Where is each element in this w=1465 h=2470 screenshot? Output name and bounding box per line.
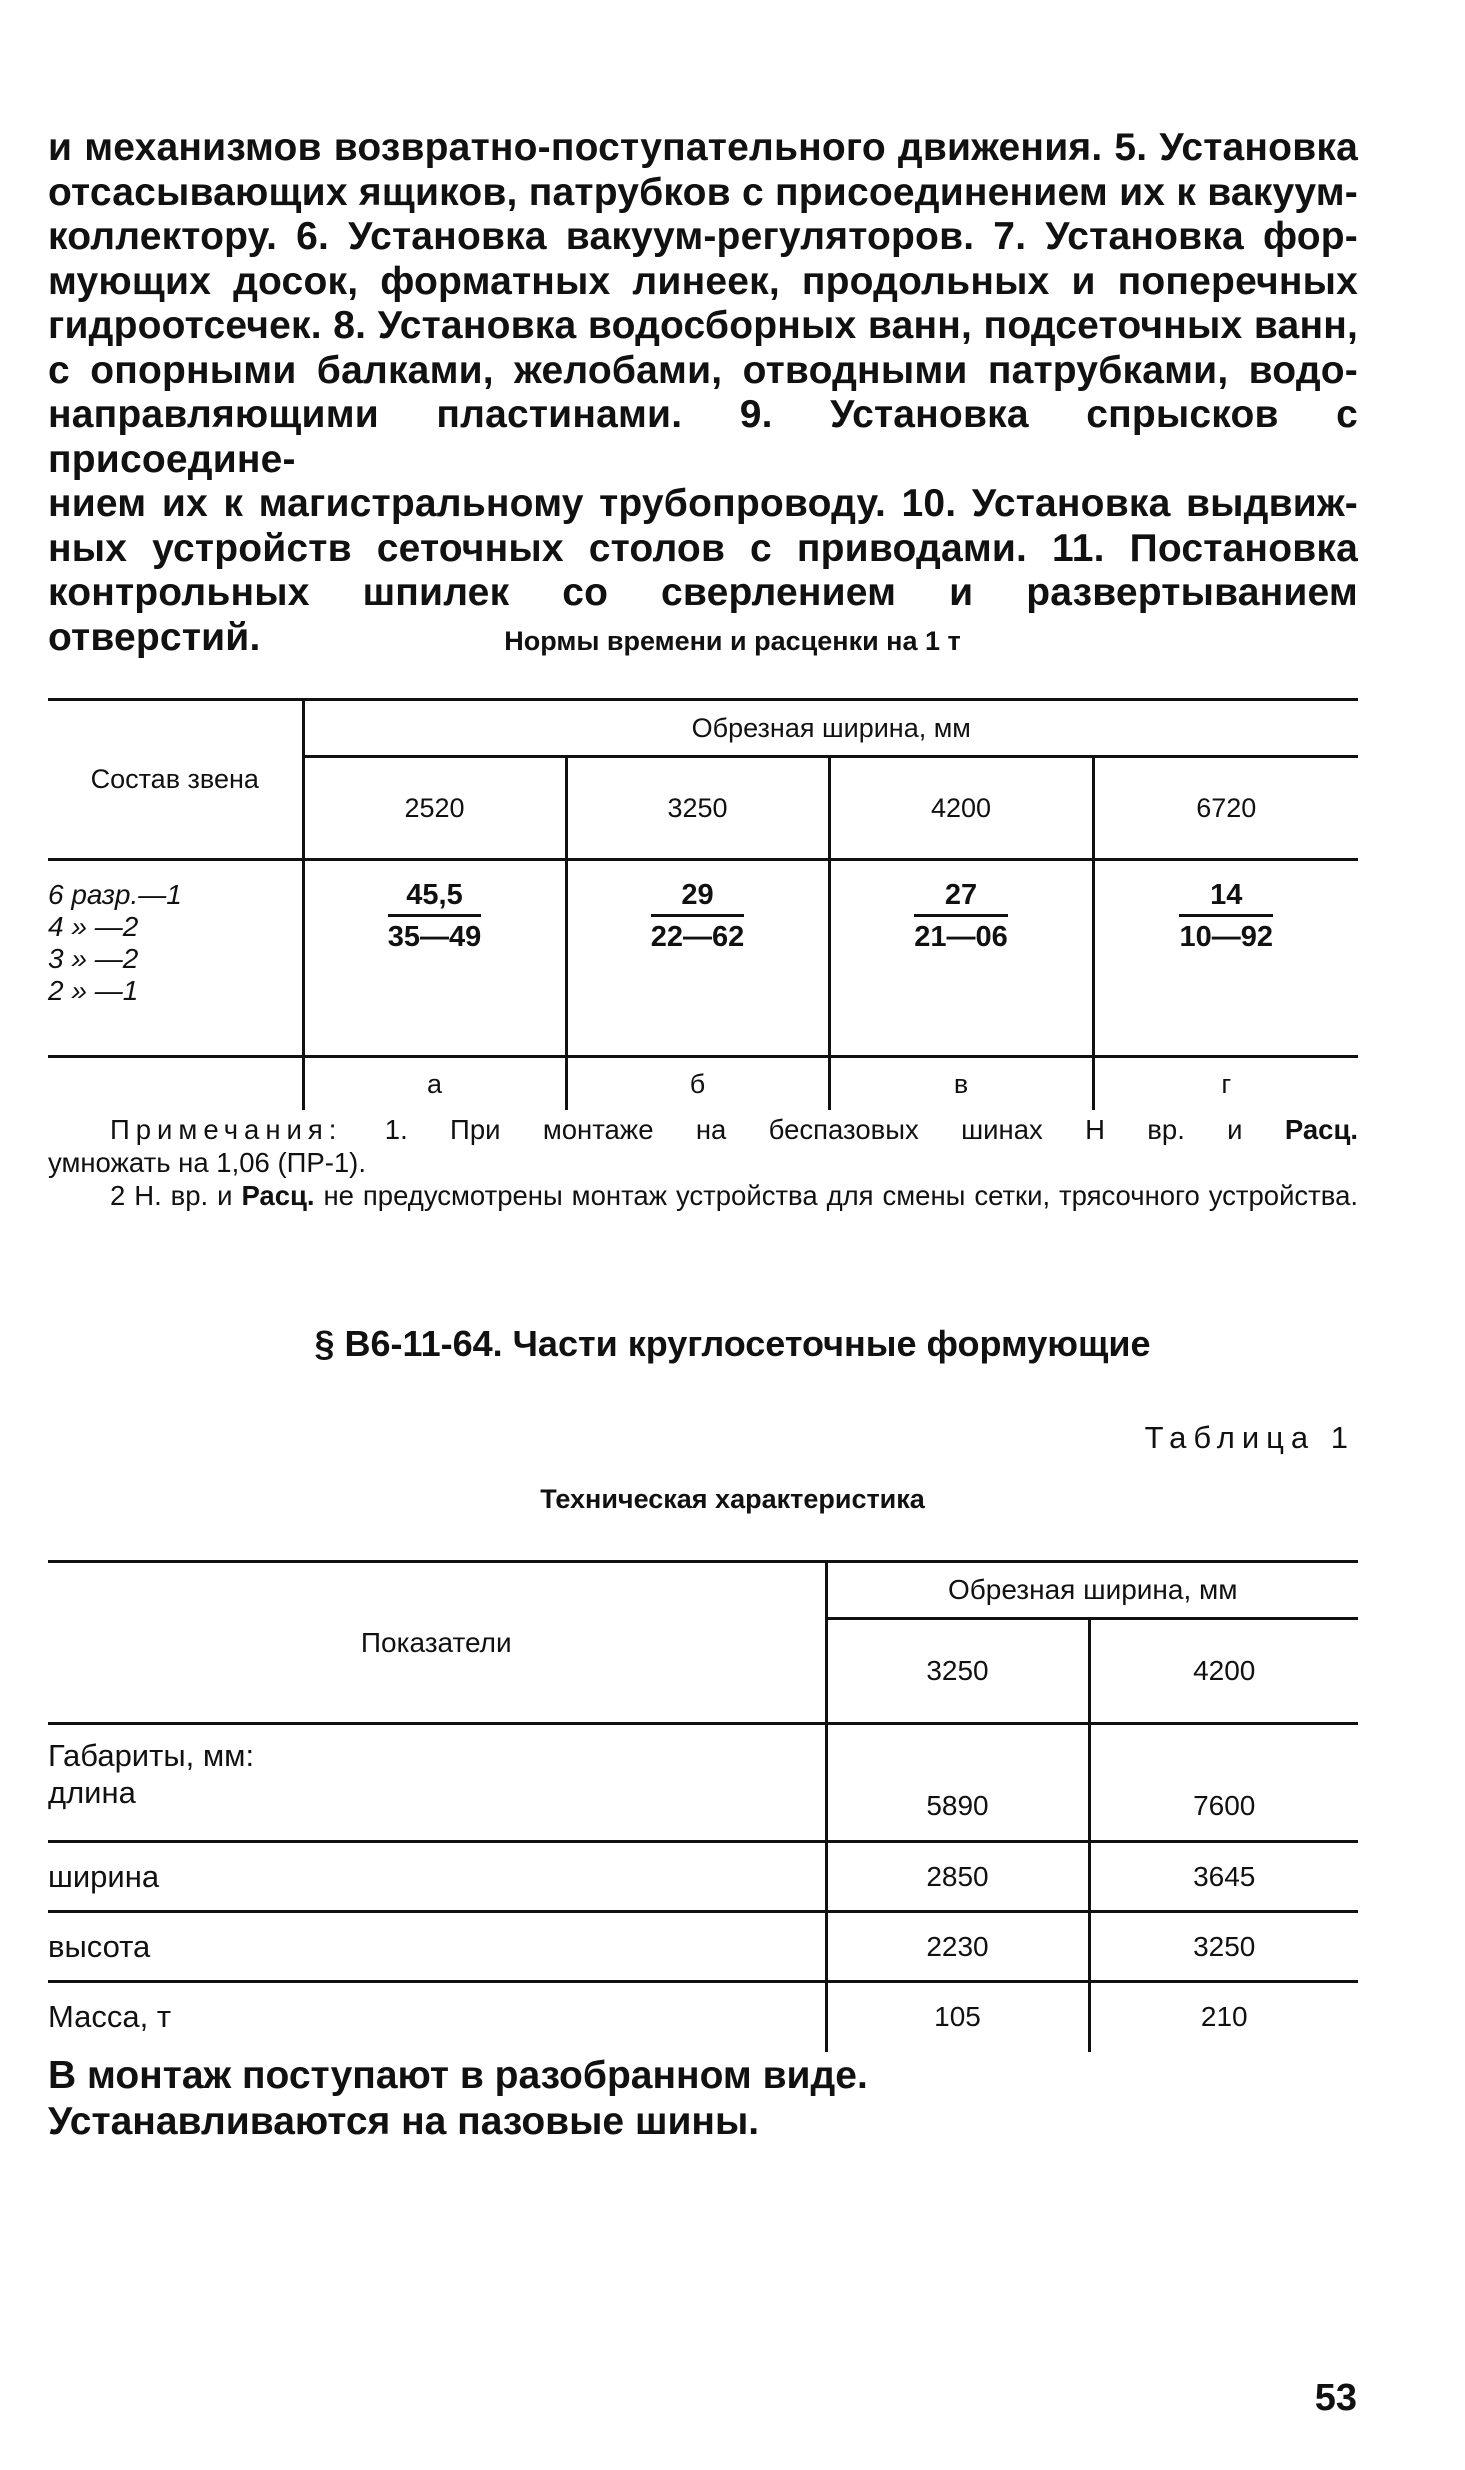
norms-table — [48, 698, 1358, 1110]
value-cell: 210 — [1200, 2001, 1248, 2033]
indicators-header: Показатели — [48, 1562, 826, 1724]
intro-line: ных устройств сеточных столов с приводами. 11. Постановка — [48, 526, 1358, 570]
width-header: 4200 — [829, 757, 1093, 860]
time-norm: 27 — [914, 879, 1008, 917]
row-label — [48, 1724, 826, 1842]
table-notes — [48, 1113, 1358, 1212]
table-row — [48, 1724, 1358, 1842]
width-header: 4200 — [1193, 1655, 1256, 1686]
intro-line: гидроотсечек. 8. Установка водосборных ванн, подсеточных ванн, — [48, 304, 1358, 347]
table1-caption: Нормы времени и расценки на 1 т — [504, 626, 961, 656]
note-bold: Расц. — [241, 1180, 315, 1211]
value-cell: 3645 — [1193, 1860, 1256, 1892]
section-title: § В6-11-64. Части круглосеточные формующие — [314, 1323, 1151, 1364]
closing-paragraph — [48, 2053, 1358, 2145]
closing-line: Устанавливаются на пазовые шины. — [48, 2100, 760, 2143]
table-row — [48, 1982, 1358, 2052]
value-cell: 3250 — [1193, 1930, 1256, 1962]
width-header: 2520 — [303, 757, 566, 860]
intro-line: коллектору. 6. Установка вакуум-регуляторов. 7. Установка фор- — [48, 215, 1358, 258]
note-text: 1. При монтаже на беспазовых шинах Н вр. и — [384, 1114, 1243, 1145]
composition-header: Состав звена — [48, 700, 303, 860]
norm-cell — [303, 860, 566, 1057]
note-1 — [48, 1113, 1358, 1146]
rate-value: 21—06 — [914, 921, 1008, 953]
rate-value: 22—62 — [650, 921, 745, 953]
note-bold: Расц. — [1284, 1114, 1359, 1145]
note-2 — [48, 1179, 1358, 1212]
norm-cell — [1093, 860, 1358, 1057]
column-letter: а — [303, 1057, 566, 1111]
table2-caption: Техническая характеристика — [540, 1484, 925, 1514]
note-1-cont: умножать на 1,06 (ПР-1). — [48, 1147, 366, 1178]
notes-label: Примечания: — [110, 1114, 343, 1145]
time-norm: 29 — [651, 879, 745, 917]
width-header: 6720 — [1196, 792, 1257, 823]
spec-table — [48, 1560, 1358, 2052]
column-letter: б — [566, 1057, 829, 1111]
intro-line: с опорными балками, желобами, отводными патрубками, водо- — [48, 348, 1358, 392]
closing-line: В монтаж поступают в разобранном виде. — [48, 2054, 868, 2097]
value-cell: 7600 — [1193, 1790, 1256, 1821]
width-group-header: Обрезная ширина, мм — [303, 700, 1358, 757]
intro-line: контрольных шпилек со сверлением и развертыванием отверстий. — [48, 571, 1358, 659]
rate-value: 10—92 — [1179, 921, 1273, 953]
empty-cell — [48, 1057, 303, 1111]
crew-line: 2 » —1 — [48, 975, 139, 1006]
width-group-header: Обрезная ширина, мм — [826, 1562, 1358, 1619]
row-label-line: Габариты, мм: — [48, 1738, 255, 1773]
crew-line: 3 » —2 — [48, 943, 139, 974]
crew-line: 4 » —2 — [48, 911, 139, 942]
time-norm: 45,5 — [388, 879, 482, 917]
row-label: высота — [48, 1912, 826, 1982]
row-label: Масса, т — [48, 1982, 826, 2052]
width-header: 3250 — [826, 1619, 1089, 1724]
table-row — [48, 1842, 1358, 1912]
column-letter: в — [829, 1057, 1093, 1111]
value-cell: 2850 — [826, 1842, 1089, 1912]
intro-line: мующих досок, форматных линеек, продольных и поперечных — [48, 259, 1358, 303]
intro-line: отсасывающих ящиков, патрубков с присоединением их к вакуум- — [48, 170, 1358, 214]
intro-line: направляющими пластинами. 9. Установка спрысков с присоедине- — [48, 393, 1358, 481]
intro-line: нием их к магистральному трубопроводу. 10. Установка выдвиж- — [48, 482, 1358, 525]
value-cell: 5890 — [826, 1724, 1089, 1842]
value-cell: 105 — [826, 1982, 1089, 2052]
note-text: не предусмотрены монтаж устройства для смены сетки, трясочного устройства. — [323, 1180, 1359, 1211]
row-label: ширина — [48, 1842, 826, 1912]
crew-composition — [48, 860, 303, 1057]
column-letter: г — [1221, 1068, 1232, 1099]
row-label-line: длина — [48, 1775, 136, 1810]
value-cell: 2230 — [826, 1912, 1089, 1982]
page-number: 53 — [1314, 2377, 1357, 2419]
rate-value: 35—49 — [387, 921, 482, 953]
norm-cell — [566, 860, 829, 1057]
table-row — [48, 1912, 1358, 1982]
intro-paragraph — [48, 126, 1358, 660]
table-label: Таблица 1 — [1144, 1420, 1355, 1455]
note-text: 2 Н. вр. и — [110, 1180, 233, 1211]
norm-cell — [829, 860, 1093, 1057]
time-norm: 14 — [1179, 879, 1273, 917]
intro-line: и механизмов возвратно-поступательного движения. 5. Установка — [48, 126, 1358, 169]
crew-line: 6 разр.—1 — [48, 879, 182, 910]
width-header: 3250 — [566, 757, 829, 860]
